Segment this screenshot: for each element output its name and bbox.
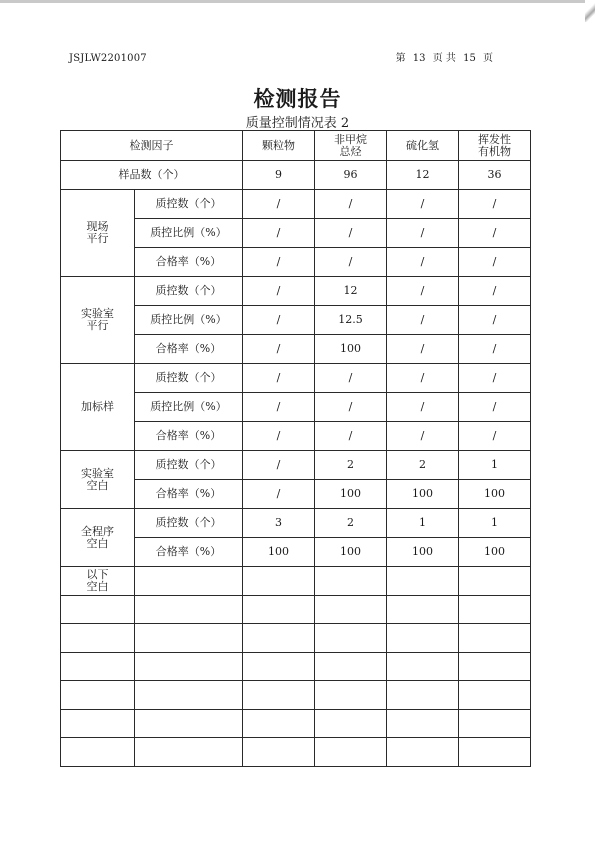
row-label: 质控数（个） (135, 277, 243, 306)
empty-cell (387, 681, 459, 710)
empty-cell (315, 681, 387, 710)
qc-row (61, 451, 531, 480)
empty-cell (459, 652, 531, 681)
table-cell: / (243, 335, 315, 364)
empty-cell (61, 652, 135, 681)
empty-cell (243, 681, 315, 710)
table-cell: / (387, 277, 459, 306)
table-cell: 100 (243, 538, 315, 567)
group-label-line2: 空白 (86, 478, 109, 492)
table-cell: / (243, 248, 315, 277)
row-label: 质控数（个） (135, 190, 243, 219)
report-title: 检测报告 (253, 87, 342, 111)
table-cell: / (315, 393, 387, 422)
empty-cell (459, 681, 531, 710)
row-label: 质控比例（%） (135, 219, 243, 248)
group-label-line1: 实验室 (81, 466, 114, 480)
qc-row (61, 190, 531, 219)
column-header (315, 131, 387, 161)
empty-cell (243, 738, 315, 767)
empty-cell (387, 595, 459, 624)
table-cell: 1 (459, 509, 531, 538)
row-label: 合格率（%） (135, 335, 243, 364)
row-label: 合格率（%） (135, 480, 243, 509)
blank-row (61, 624, 531, 653)
qc-row (61, 364, 531, 393)
table-cell: / (459, 277, 531, 306)
table-cell: / (387, 190, 459, 219)
empty-cell (135, 567, 243, 596)
scan-corner-shadow (585, 0, 595, 22)
table-cell: / (243, 364, 315, 393)
qc-row (61, 277, 531, 306)
empty-cell (61, 738, 135, 767)
table-cell: / (387, 393, 459, 422)
empty-cell (459, 595, 531, 624)
table-cell: 1 (387, 509, 459, 538)
table-cell: / (243, 393, 315, 422)
group-label (61, 277, 135, 364)
table-cell: / (459, 364, 531, 393)
empty-cell (315, 624, 387, 653)
group-label (61, 190, 135, 277)
column-header-line1: 非甲烷 (334, 132, 367, 146)
blank-row (61, 652, 531, 681)
empty-cell (135, 652, 243, 681)
empty-cell (387, 567, 459, 596)
column-header-line1: 颗粒物 (262, 138, 295, 152)
table-cell: 3 (243, 509, 315, 538)
empty-cell (315, 652, 387, 681)
page-number (394, 49, 495, 64)
blank-row (61, 595, 531, 624)
empty-cell (243, 624, 315, 653)
group-label-line2: 平行 (86, 232, 109, 245)
table-title: 质量控制情况表 2 (245, 116, 350, 131)
empty-cell (315, 567, 387, 596)
scan-edge-top (0, 0, 595, 3)
table-cell: / (243, 219, 315, 248)
table-cell: 12.5 (315, 306, 387, 335)
empty-cell (387, 624, 459, 653)
blank-row (61, 681, 531, 710)
empty-cell (243, 652, 315, 681)
table-cell: / (459, 219, 531, 248)
empty-cell (135, 709, 243, 738)
table-cell: 2 (315, 509, 387, 538)
empty-cell (135, 738, 243, 767)
empty-cell (387, 709, 459, 738)
blank-row (61, 709, 531, 738)
empty-cell (243, 595, 315, 624)
page-mid: 页 共 (432, 53, 456, 64)
empty-cell (315, 595, 387, 624)
group-label-line2: 空白 (86, 536, 109, 550)
group-label (61, 451, 135, 509)
table-cell: 100 (459, 480, 531, 509)
row-label: 质控比例（%） (135, 393, 243, 422)
table-cell: / (315, 190, 387, 219)
group-label-line1: 现场 (86, 220, 109, 233)
qc-row (61, 509, 531, 538)
blank-note-line2: 空白 (86, 579, 109, 593)
empty-cell (61, 709, 135, 738)
group-label-line1: 全程序 (81, 524, 114, 538)
row-label: 质控数（个） (135, 451, 243, 480)
empty-cell (135, 624, 243, 653)
empty-cell (135, 595, 243, 624)
empty-cell (459, 624, 531, 653)
table-cell: / (243, 277, 315, 306)
table-cell: 9 (243, 161, 315, 190)
table-cell: / (387, 422, 459, 451)
row-label: 质控数（个） (135, 364, 243, 393)
page-suffix: 页 (483, 53, 493, 64)
empty-cell (243, 709, 315, 738)
sample-count-label: 样品数（个） (61, 161, 243, 190)
row-label: 质控比例（%） (135, 306, 243, 335)
table-cell: / (459, 393, 531, 422)
table-cell: / (243, 422, 315, 451)
empty-cell (459, 738, 531, 767)
table-cell: / (315, 364, 387, 393)
row-label: 合格率（%） (135, 248, 243, 277)
empty-cell (315, 738, 387, 767)
header-row (61, 131, 531, 161)
column-header-line1: 硫化氢 (406, 138, 439, 152)
table-cell: 12 (315, 277, 387, 306)
group-label-line1: 实验室 (81, 307, 114, 320)
empty-cell (135, 681, 243, 710)
page-total: 15 (463, 53, 476, 64)
quality-control-table (60, 130, 531, 767)
page-current: 13 (412, 53, 426, 64)
sample-count-row (61, 161, 531, 190)
row-label: 质控数（个） (135, 509, 243, 538)
table-cell: / (387, 306, 459, 335)
empty-cell (459, 567, 531, 596)
empty-cell (61, 595, 135, 624)
blank-row (61, 567, 531, 596)
table-cell: / (315, 422, 387, 451)
table-cell: 36 (459, 161, 531, 190)
column-header (243, 131, 315, 161)
table-cell: / (387, 219, 459, 248)
table-cell: / (387, 335, 459, 364)
empty-cell (243, 567, 315, 596)
table-cell: / (315, 219, 387, 248)
table-cell: 96 (315, 161, 387, 190)
table-cell: / (243, 190, 315, 219)
empty-cell (387, 652, 459, 681)
table-cell: 100 (459, 538, 531, 567)
group-label-line1: 加标样 (81, 400, 114, 413)
table-cell: / (459, 248, 531, 277)
empty-cell (61, 624, 135, 653)
table-cell: 1 (459, 451, 531, 480)
table-cell: / (387, 248, 459, 277)
column-header (459, 131, 531, 161)
column-header (387, 131, 459, 161)
table-cell: 2 (387, 451, 459, 480)
page-prefix: 第 (395, 53, 406, 64)
column-header-line2: 总烃 (339, 144, 362, 158)
table-cell: / (459, 190, 531, 219)
group-label (61, 509, 135, 567)
group-label (61, 364, 135, 451)
table-cell: / (387, 364, 459, 393)
factor-header: 检测因子 (61, 131, 243, 161)
blank-note-line1: 以下 (86, 567, 109, 581)
table-cell: 100 (387, 480, 459, 509)
table-cell: 100 (315, 538, 387, 567)
empty-cell (387, 738, 459, 767)
blank-note (61, 567, 135, 596)
document-code: JSJLW2201007 (69, 53, 147, 64)
table-cell: / (459, 422, 531, 451)
table-cell: / (243, 306, 315, 335)
empty-cell (61, 681, 135, 710)
column-header-line1: 挥发性 (478, 132, 511, 146)
table-cell: 100 (315, 335, 387, 364)
table-cell: / (243, 451, 315, 480)
table-cell: / (459, 335, 531, 364)
row-label: 合格率（%） (135, 538, 243, 567)
table-cell: 12 (387, 161, 459, 190)
empty-cell (459, 709, 531, 738)
table-cell: 100 (387, 538, 459, 567)
blank-row (61, 738, 531, 767)
table-cell: / (243, 480, 315, 509)
table-cell: 100 (315, 480, 387, 509)
column-header-line2: 有机物 (478, 144, 511, 158)
table-cell: / (315, 248, 387, 277)
empty-cell (315, 709, 387, 738)
row-label: 合格率（%） (135, 422, 243, 451)
group-label-line2: 平行 (86, 319, 109, 332)
table-cell: 2 (315, 451, 387, 480)
table-cell: / (459, 306, 531, 335)
